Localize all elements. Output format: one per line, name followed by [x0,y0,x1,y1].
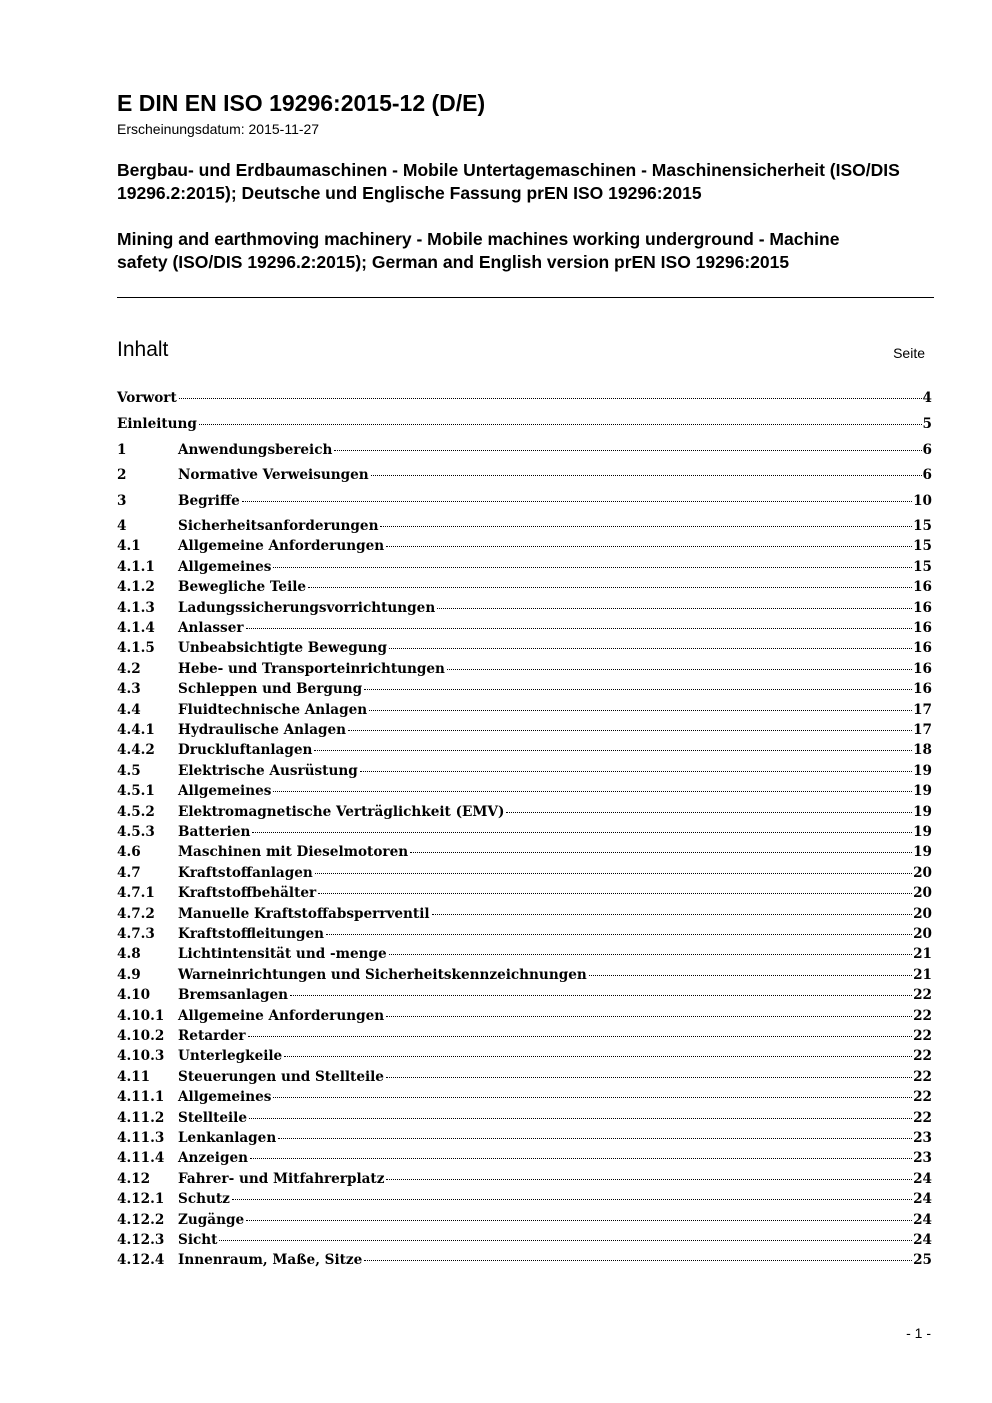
toc-dot-leader [360,771,912,772]
toc-dot-leader [369,710,912,711]
toc-dot-leader [589,975,912,976]
toc-entry[interactable] [117,1210,932,1230]
toc-dot-leader [318,893,912,894]
toc-entry-title: Sicherheitsanforderungen [178,518,379,534]
toc-dot-leader [380,526,912,527]
title-german: Bergbau- und Erdbaumaschinen - Mobile Untertagemaschinen - Maschinensicherheit (ISO/DIS 19296.2:2015); Deutsche und Englische Fassung prEN ISO 19296:2015 [117,160,900,203]
toc-entry[interactable] [117,761,932,781]
toc-entry[interactable] [117,577,932,597]
toc-entry-title: Maschinen mit Dieselmotoren [178,844,409,861]
toc-entry[interactable] [117,516,932,536]
toc-entry-number: 2 [117,467,127,483]
toc-entry-page: 23 [913,1150,932,1167]
toc-entry[interactable] [117,1046,932,1066]
toc-entry-title: Anwendungsbereich [178,442,333,458]
toc-entry-title: Retarder [178,1028,246,1044]
toc-entry-page: 19 [913,844,932,861]
toc-entry-number: 4.7.1 [117,885,155,902]
toc-entry-page: 20 [913,885,932,902]
toc-entry-title: Hydraulische Anlagen [178,722,347,738]
toc-entry[interactable] [117,802,932,822]
toc-page-column-label: Seite [893,345,925,361]
toc-entry[interactable] [117,536,932,556]
toc-dot-leader [273,1097,912,1098]
toc-entry-page: 22 [913,1028,932,1044]
toc-entry[interactable] [117,985,932,1005]
toc-entry-page: 6 [922,467,932,483]
toc-entry-title: Druckluftanlagen [178,742,313,759]
toc-dot-leader [278,1138,912,1139]
toc-entry-title: Schutz [178,1191,230,1208]
toc-entry-title: Hebe- und Transporteinrichtungen [178,660,445,677]
toc-dot-leader [389,954,912,955]
toc-entry-title: Elektrische Ausrüstung [178,762,358,779]
toc-entry-title: Unterlegkeile [178,1048,283,1065]
toc-entry-page: 21 [913,946,932,963]
toc-entry-page: 20 [913,926,932,942]
toc-entry-page: 19 [913,783,932,800]
toc-entry-number: 4.1.5 [117,640,155,657]
toc-dot-leader [250,1158,912,1159]
toc-entry-number: 4.8 [117,946,141,963]
toc-entry-page: 24 [913,1232,932,1248]
toc-entry-title: Anzeigen [178,1150,248,1167]
toc-entry-title: Kraftstoffbehälter [178,885,317,902]
toc-entry-page: 6 [922,442,932,458]
toc-dot-leader [179,398,922,399]
toc-entry-title: Batterien [178,824,251,840]
toc-entry[interactable] [117,740,932,760]
toc-entry-title: Kraftstoffleitungen [178,926,324,942]
toc-dot-leader [284,1056,912,1057]
toc-entry-page: 24 [913,1170,932,1187]
toc-entry[interactable] [117,1250,932,1270]
toc-entry-page: 24 [913,1191,932,1208]
toc-entry-title: Begriffe [178,493,240,509]
toc-entry[interactable] [117,700,932,720]
toc-entry[interactable] [117,822,932,842]
toc-dot-leader [506,812,912,813]
toc-entry-number: 4.4.1 [117,722,155,738]
toc-entry-page: 23 [913,1130,932,1146]
toc-entry-number: 4.1.2 [117,579,155,596]
toc-entry-number: 4.12.1 [117,1191,165,1208]
toc-dot-leader [386,1179,912,1180]
toc-entry-title: Fahrer- und Mitfahrerplatz [178,1170,385,1187]
toc-entry[interactable] [117,904,932,924]
toc-entry-title: Allgemeine Anforderungen [178,538,385,555]
toc-entry[interactable] [117,557,932,577]
toc-dot-leader [315,873,912,874]
toc-entry-number: 1 [117,442,127,458]
toc-entry-number: 4.2 [117,660,141,677]
toc-entry-page: 22 [913,1007,932,1024]
toc-dot-leader [432,914,913,915]
toc-entry-number: 4.11.2 [117,1109,165,1126]
toc-entry-page: 22 [913,1068,932,1085]
toc-entry-number: 4.12.4 [117,1252,165,1269]
toc-dot-leader [410,852,912,853]
toc-dot-leader [334,450,921,451]
toc-entry-page: 19 [913,762,932,779]
toc-entry-number: 4 [117,518,127,534]
toc-heading: Inhalt [117,338,169,361]
toc-entry-title: Bremsanlagen [178,987,289,1004]
toc-dot-leader [326,934,912,935]
toc-entry[interactable] [117,1026,932,1046]
toc-entry-page: 17 [913,701,932,718]
toc-entry-title: Normative Verweisungen [178,467,369,483]
toc-entry-number: 4.7 [117,864,141,881]
toc-entry-title: Schleppen und Bergung [178,681,363,698]
toc-entry-number: 4.11.1 [117,1089,165,1106]
toc-entry[interactable] [117,638,932,658]
toc-entry-title: Unbeabsichtigte Bewegung [178,640,388,657]
toc-entry[interactable] [117,440,932,460]
toc-dot-leader [314,750,912,751]
toc-entry-number: 4.12 [117,1170,151,1187]
toc-entry[interactable] [117,659,932,679]
toc-entry-title: Ladungssicherungsvorrichtungen [178,599,436,616]
toc-dot-leader [249,1118,912,1119]
toc-entry-title: Fluidtechnische Anlagen [178,701,368,718]
toc-entry[interactable] [117,1128,932,1148]
toc-entry[interactable] [117,944,932,964]
toc-entry[interactable] [117,863,932,883]
toc-dot-leader [252,832,912,833]
toc-entry[interactable] [117,842,932,862]
toc-entry[interactable] [117,618,932,638]
toc-entry-page: 10 [913,493,932,509]
toc-dot-leader [273,567,912,568]
toc-entry[interactable] [117,965,932,985]
toc-dot-leader [246,1220,912,1221]
toc-entry[interactable] [117,414,932,434]
toc-entry-title: Allgemeines [178,783,272,800]
toc-entry-number: 4.5.1 [117,783,155,800]
toc-entry-title: Stellteile [178,1109,247,1126]
toc-entry[interactable] [117,491,932,511]
toc-entry-title: Lenkanlagen [178,1130,277,1146]
footer-page-number: - 1 - [906,1325,931,1341]
toc-entry[interactable] [117,465,932,485]
toc-entry[interactable] [117,1148,932,1168]
toc-dot-leader [242,501,912,502]
toc-entry-number: 4.1.3 [117,599,155,616]
toc-entry-number: 4.10 [117,987,151,1004]
toc-dot-leader [348,730,912,731]
toc-entry-page: 25 [913,1252,932,1269]
toc-entry-number: 4.7.2 [117,905,155,922]
toc-entry-title: Lichtintensität und -menge [178,946,387,963]
toc-entry-page: 22 [913,1048,932,1065]
toc-entry[interactable] [117,598,932,618]
toc-entry-number: 4.11.3 [117,1130,165,1146]
toc-entry-number: 4.7.3 [117,926,155,942]
toc-entry-number: 4.10.3 [117,1048,165,1065]
title-divider [117,297,934,298]
toc-entry-number: 4.11 [117,1068,151,1085]
toc-entry-title: Allgemeines [178,558,272,575]
toc-entry-page: 16 [913,620,932,636]
toc-entry-page: 22 [913,1109,932,1126]
toc-entry-number: 4.6 [117,844,141,861]
toc-dot-leader [447,669,912,670]
toc-entry-page: 5 [922,416,932,432]
toc-entry-title: Warneinrichtungen und Sicherheitskennzeichnungen [178,966,587,983]
toc-entry-page: 18 [913,742,932,759]
toc-entry-page: 16 [913,660,932,677]
toc-dot-leader [389,648,912,649]
publication-date: Erscheinungsdatum: 2015-11-27 [117,121,320,137]
toc-entry-title: Einleitung [117,416,197,432]
toc-entry[interactable] [117,1230,932,1250]
toc-entry-number: 4.3 [117,681,141,698]
title-english: Mining and earthmoving machinery - Mobile machines working underground - Machine safety (ISO/DIS 19296.2:2015); German and English version prEN ISO 19296:2015 [117,229,840,272]
toc-dot-leader [364,1260,912,1261]
toc-entry[interactable] [117,883,932,903]
toc-entry-title: Allgemeine Anforderungen [178,1007,385,1024]
toc-entry-number: 4.4.2 [117,742,155,759]
toc-entry-page: 24 [913,1211,932,1228]
toc-entry-page: 15 [913,538,932,555]
toc-dot-leader [386,1077,912,1078]
toc-entry-page: 17 [913,722,932,738]
toc-entry-page: 22 [913,1089,932,1106]
toc-entry-number: 4.5.2 [117,803,155,820]
toc-entry-page: 4 [922,390,932,406]
toc-entry-page: 19 [913,803,932,820]
toc-entry-page: 16 [913,640,932,657]
toc-entry-title: Kraftstoffanlagen [178,864,313,881]
toc-entry[interactable] [117,1108,932,1128]
toc-dot-leader [371,475,922,476]
toc-dot-leader [290,995,912,996]
toc-entry[interactable] [117,1087,932,1107]
toc-dot-leader [232,1199,912,1200]
toc-dot-leader [308,587,912,588]
toc-entry-title: Innenraum, Maße, Sitze [178,1252,363,1269]
toc-dot-leader [437,608,912,609]
toc-entry-number: 4.1.1 [117,558,155,575]
toc-entry[interactable] [117,1169,932,1189]
toc-entry-title: Bewegliche Teile [178,579,307,596]
toc-entry[interactable] [117,720,932,740]
toc-dot-leader [386,1016,912,1017]
document-designation: E DIN EN ISO 19296:2015-12 (D/E) [117,90,486,116]
toc-entry-number: 4.4 [117,701,141,718]
toc-entry-page: 15 [913,518,932,534]
toc-entry-page: 16 [913,681,932,698]
toc-entry[interactable] [117,1189,932,1209]
toc-entry-number: 4.1.4 [117,620,155,636]
toc-entry-title: Allgemeines [178,1089,272,1106]
toc-entry[interactable] [117,679,932,699]
toc-entry[interactable] [117,388,932,408]
toc-entry-number: 4.5 [117,762,141,779]
toc-entry-number: 4.12.2 [117,1211,165,1228]
toc-entry[interactable] [117,781,932,801]
toc-entry-number: 4.9 [117,966,141,983]
toc-entry-title: Vorwort [117,390,177,406]
toc-entry[interactable] [117,1006,932,1026]
toc-entry-number: 3 [117,493,127,509]
toc-entry-number: 4.10.1 [117,1007,165,1024]
toc-dot-leader [386,546,912,547]
toc-entry-number: 4.11.4 [117,1150,165,1167]
toc-entry-page: 20 [913,864,932,881]
toc-dot-leader [273,791,912,792]
toc-dot-leader [246,628,913,629]
toc-entry[interactable] [117,924,932,944]
toc-entry-title: Anlasser [178,620,244,636]
toc-entry-number: 4.10.2 [117,1028,165,1044]
toc-dot-leader [364,689,912,690]
toc-entry[interactable] [117,1067,932,1087]
toc-dot-leader [248,1036,913,1037]
toc-entry-page: 16 [913,599,932,616]
toc-entry-title: Steuerungen und Stellteile [178,1068,384,1085]
toc-entry-number: 4.12.3 [117,1232,165,1248]
toc-entry-title: Manuelle Kraftstoffabsperrventil [178,905,430,922]
toc-entry-page: 19 [913,824,932,840]
toc-dot-leader [199,424,922,425]
toc-entry-page: 21 [913,966,932,983]
toc-entry-title: Elektromagnetische Verträglichkeit (EMV) [178,803,505,820]
toc-entry-page: 15 [913,558,932,575]
toc-entry-title: Sicht [178,1232,218,1248]
toc-entry-number: 4.5.3 [117,824,155,840]
toc-entry-number: 4.1 [117,538,141,555]
toc-dot-leader [219,1240,912,1241]
toc-entry-title: Zugänge [178,1211,245,1228]
toc-entry-page: 20 [913,905,932,922]
toc-entry-page: 22 [913,987,932,1004]
toc-entry-page: 16 [913,579,932,596]
